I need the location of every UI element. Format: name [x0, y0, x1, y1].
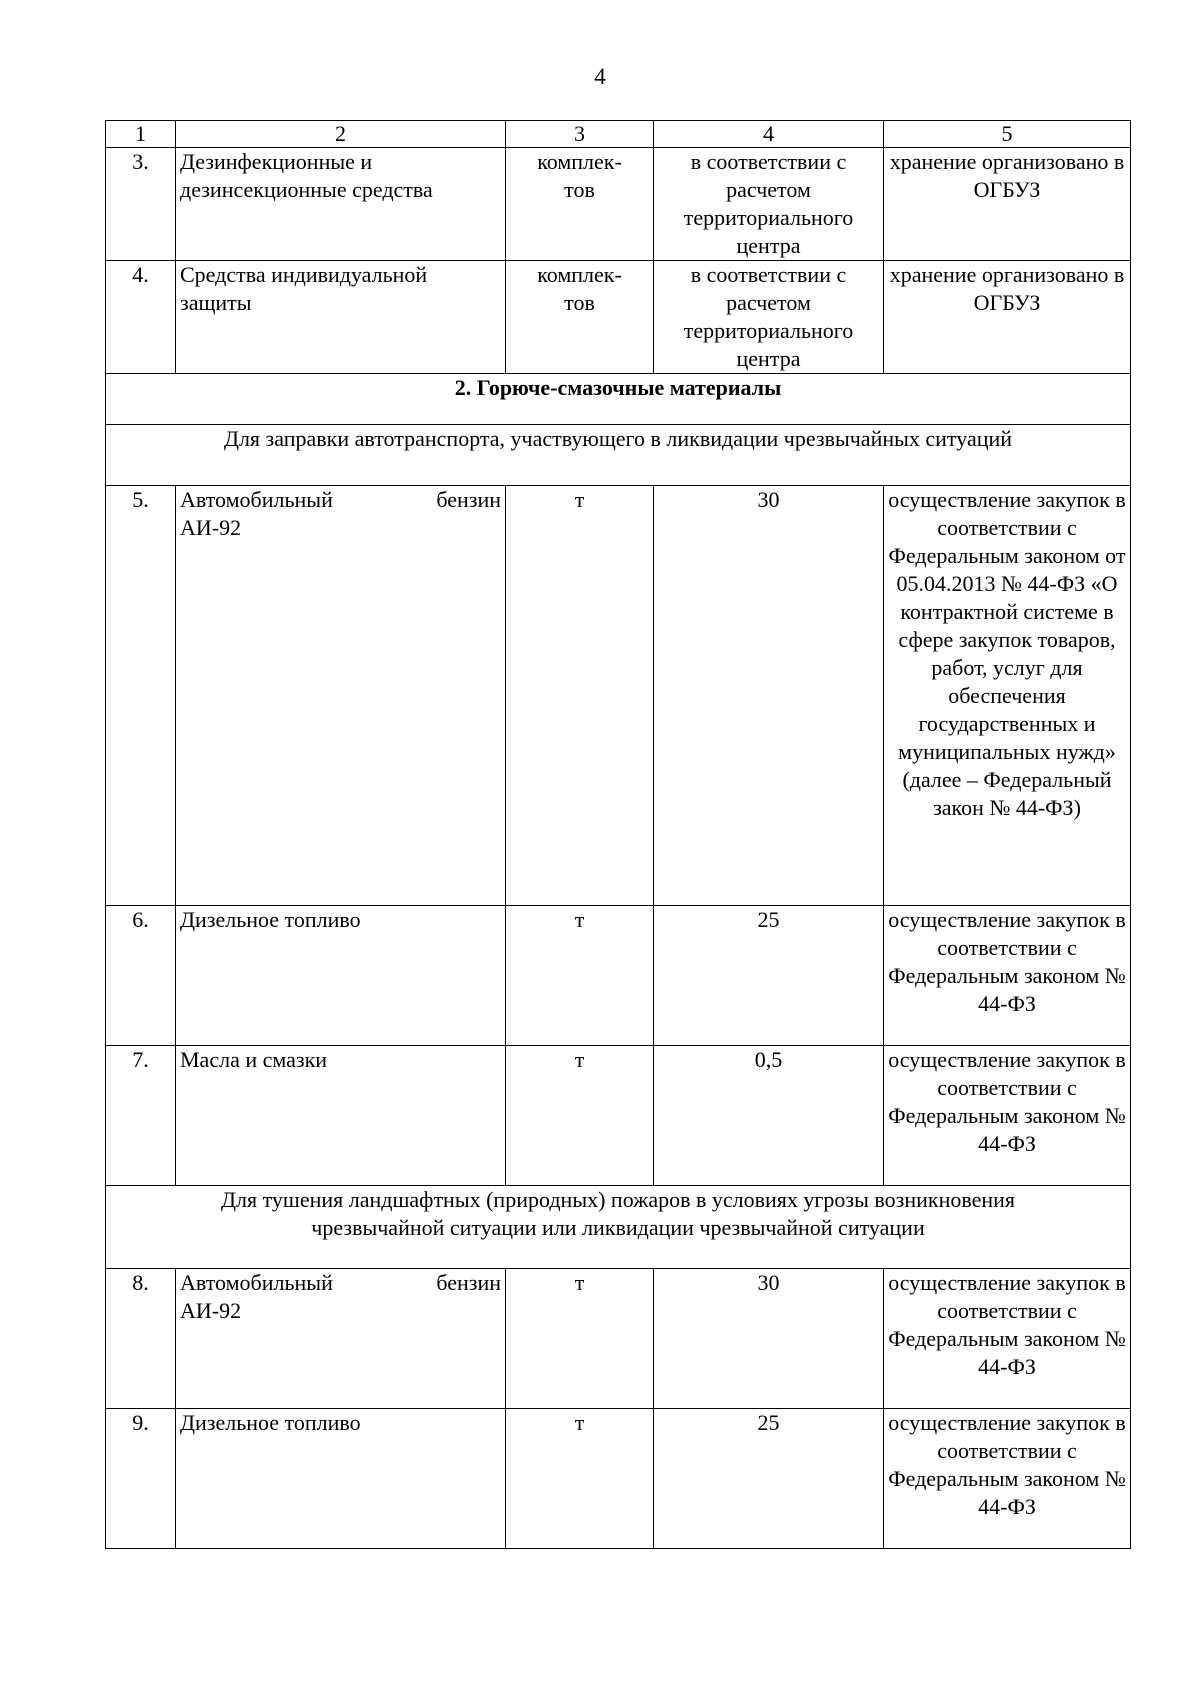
table-row [106, 1269, 1131, 1409]
item-name-line: АИ-92 [180, 1298, 242, 1323]
subsection-title-line: чрезвычайной ситуации или ликвидации чрезвычайной ситуации [311, 1215, 925, 1240]
item-name-word: Автомобильный [180, 1270, 333, 1295]
row-number: 3. [106, 148, 176, 261]
subsection-row [106, 425, 1131, 486]
item-name: Масла и смазки [176, 1046, 506, 1186]
unit-line: тов [564, 290, 595, 315]
item-unit: т [506, 1409, 654, 1549]
item-name-line [180, 486, 501, 514]
subsection-title: Для заправки автотранспорта, участвующего в ликвидации чрезвычайных ситуаций [106, 425, 1131, 486]
item-quantity: в соответствии с расчетом территориального центра [654, 261, 884, 374]
item-note: осуществление закупок в соответствии с Федеральным законом № 44-ФЗ [884, 906, 1131, 1046]
unit-line: тов [564, 177, 595, 202]
item-unit [506, 148, 654, 261]
item-name-word: бензин [436, 1270, 501, 1295]
unit-line: комплек- [537, 149, 622, 174]
row-number: 7. [106, 1046, 176, 1186]
table-row [106, 486, 1131, 906]
row-number: 6. [106, 906, 176, 1046]
table-row [106, 261, 1131, 374]
item-name [176, 1269, 506, 1409]
item-note: осуществление закупок в соответствии с Федеральным законом № 44-ФЗ [884, 1046, 1131, 1186]
row-number: 5. [106, 486, 176, 906]
item-name-word: Автомобильный [180, 487, 333, 512]
subsection-title [106, 1186, 1131, 1269]
item-name-line: АИ-92 [180, 515, 242, 540]
item-name: Средства индивидуальной защиты [176, 261, 506, 374]
resources-table [105, 120, 1131, 1549]
unit-line: комплек- [537, 262, 622, 287]
item-name: Дезинфекционные и дезинсекционные средства [176, 148, 506, 261]
subsection-title-line: Для тушения ландшафтных (природных) пожаров в условиях угрозы возникновения [220, 1187, 1016, 1212]
column-header: 4 [654, 121, 884, 148]
table-row [106, 1409, 1131, 1549]
item-quantity: 30 [654, 1269, 884, 1409]
item-name-line [180, 1269, 501, 1297]
page-number: 4 [594, 64, 606, 89]
item-unit: т [506, 1269, 654, 1409]
column-number-row [106, 121, 1131, 148]
item-quantity: 0,5 [654, 1046, 884, 1186]
item-note: осуществление закупок в соответствии с Федеральным законом № 44-ФЗ [884, 1409, 1131, 1549]
item-unit: т [506, 1046, 654, 1186]
section-title-row [106, 374, 1131, 425]
item-name-word: бензин [436, 487, 501, 512]
item-quantity: 25 [654, 1409, 884, 1549]
column-header: 5 [884, 121, 1131, 148]
column-header: 1 [106, 121, 176, 148]
item-quantity: 30 [654, 486, 884, 906]
item-quantity: 25 [654, 906, 884, 1046]
subsection-row [106, 1186, 1131, 1269]
row-number: 8. [106, 1269, 176, 1409]
item-note: осуществление закупок в соответствии с Федеральным законом от 05.04.2013 № 44-ФЗ «О контрактной системе в сфере закупок товаров, работ, услуг для обеспечения государственных и муниципальных нужд» (далее – Федеральный закон № 44-ФЗ) [884, 486, 1131, 906]
table-row [106, 148, 1131, 261]
item-quantity: в соответствии с расчетом территориального центра [654, 148, 884, 261]
item-unit: т [506, 906, 654, 1046]
item-unit: т [506, 486, 654, 906]
item-name [176, 486, 506, 906]
column-header: 2 [176, 121, 506, 148]
item-name: Дизельное топливо [176, 1409, 506, 1549]
section-title: 2. Горюче-смазочные материалы [106, 374, 1131, 425]
column-header: 3 [506, 121, 654, 148]
row-number: 4. [106, 261, 176, 374]
item-note: осуществление закупок в соответствии с Федеральным законом № 44-ФЗ [884, 1269, 1131, 1409]
item-unit [506, 261, 654, 374]
table-row [106, 906, 1131, 1046]
item-note: хранение организовано в ОГБУЗ [884, 148, 1131, 261]
table-row [106, 1046, 1131, 1186]
item-name: Дизельное топливо [176, 906, 506, 1046]
item-note: хранение организовано в ОГБУЗ [884, 261, 1131, 374]
row-number: 9. [106, 1409, 176, 1549]
